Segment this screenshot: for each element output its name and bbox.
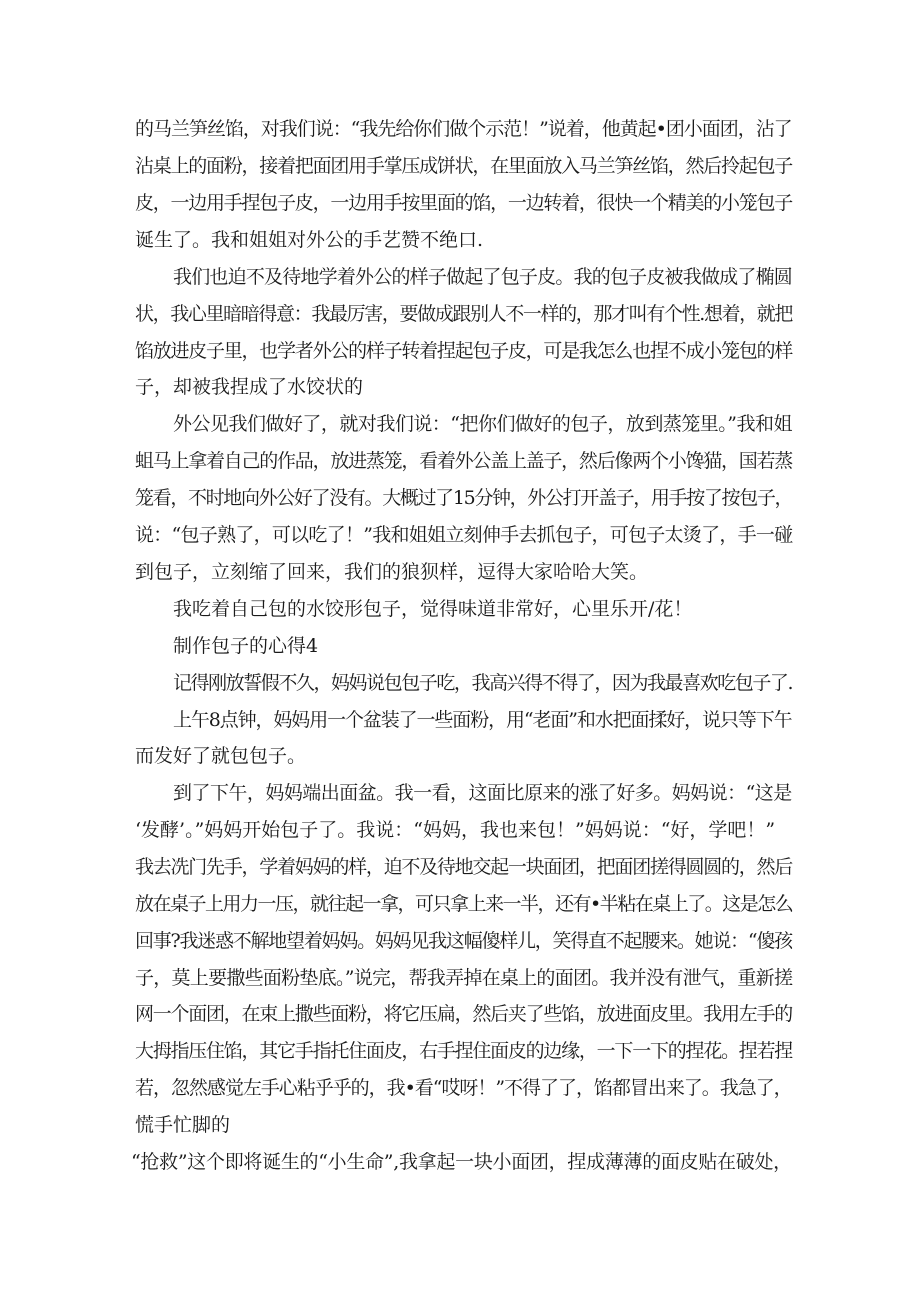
text-line: 慌手忙脚的 [135, 1114, 231, 1136]
text-line: 而发好了就包包子。 [135, 745, 307, 767]
section-heading: 制作包子的心得4 [173, 635, 319, 657]
text-line: “抢救”这个即将诞生的“小生命”,我拿起一块小面团，捏成薄薄的面皮贴在破处， [131, 1151, 792, 1173]
text-line: 笼看，不时地向外公好了没有。大概过了15分钟，外公打开盖子，用手按了按包子， [135, 487, 793, 509]
text-line: 皮，一边用手捏包子皮，一边用手按里面的馅，一边转着，很快一个精美的小笼包子 [135, 192, 793, 214]
text-line: 蛆马上拿着自己的作品，放进蒸笼，看着外公盖上盖子，然后像两个小馋猫，国若蒸 [135, 450, 793, 472]
text-line: 沾桌上的面粉，接着把面团用手掌压成饼状，在里面放入马兰笋丝馅，然后拎起包子 [135, 155, 793, 177]
text-line: 回事?我迷惑不解地望着妈妈。妈妈见我这幅傻样儿，笑得直不起腰来。她说：“傻孩 [135, 930, 792, 952]
text-line: 记得刚放誓假不久，妈妈说包包子吃，我高兴得不得了，因为我最喜欢吃包子了. [173, 672, 793, 694]
text-line: 放在桌子上用力一压，就往起一拿，可只拿上来一半，还有•半粘在桌上了。这是怎么 [135, 893, 793, 915]
text-line: 上午8点钟，妈妈用一个盆装了一些面粉，用“老面”和水把面揉好，说只等下午 [173, 709, 792, 731]
text-line: 我去冼门先手，学着妈妈的样，迫不及待地交起一块面团，把面团搓得圆圆的，然后 [135, 856, 793, 878]
text-line: 馅放进皮子里，也学者外公的样子转着捏起包子皮，可是我怎么也捏不成小笼包的样 [135, 340, 793, 362]
text-line: 网一个面团，在束上撒些面粉，将它压扁，然后夹了些馅，放进面皮里。我用左手的 [135, 1003, 793, 1025]
text-line: 若，忽然感觉左手心粘乎乎的，我•看“哎呀！”不得了了，馅都冒出来了。我急了， [135, 1077, 792, 1099]
text-line: 到了下午，妈妈端出面盆。我一看，这面比原来的涨了好多。妈妈说：“这是 [173, 782, 792, 804]
text-line: 外公见我们做好了，就对我们说：“把你们做好的包子，放到蒸笼里。”我和姐 [173, 413, 792, 435]
text-line: ‘发酵’。”妈妈开始包子了。我说：“妈妈，我也来包！”妈妈说：“好，学吧！” [135, 819, 776, 841]
text-line: 到包子，立刻缩了回来，我们的狼狈样，逗得大家哈哈大笑。 [135, 561, 649, 583]
text-line: 说：“包子熟了，可以吃了！”我和姐姐立刻伸手去抓包子，可包子太烫了，手一碰 [135, 524, 793, 546]
text-line: 我们也迫不及待地学着外公的样子做起了包子皮。我的包子皮被我做成了椭圆 [173, 266, 793, 288]
text-line: 状，我心里暗暗得意：我最厉害，要做成跟别人不一样的，那才叫有个性.想着，就把 [135, 303, 793, 325]
text-line: 子，却被我捏成了水饺状的 [135, 376, 364, 398]
text-line: 我吃着自己包的水饺形包子，觉得味道非常好，心里乐开/花！ [173, 598, 693, 620]
text-line: 子，莫上要撒些面粉垫底。”说完，帮我弄掉在桌上的面团。我并没有泄气，重新搓 [135, 967, 793, 989]
text-line: 大拇指压住馅，其它手指托住面皮，右手捏住面皮的边缘，一下一下的捏花。捏若捏 [135, 1040, 793, 1062]
text-line: 的马兰笋丝馅，对我们说：“我先给你们做个示范！”说着，他黄起•团小面团，沾了 [135, 118, 792, 140]
text-line: 诞生了。我和姐姐对外公的手艺赞不绝口. [135, 229, 484, 251]
